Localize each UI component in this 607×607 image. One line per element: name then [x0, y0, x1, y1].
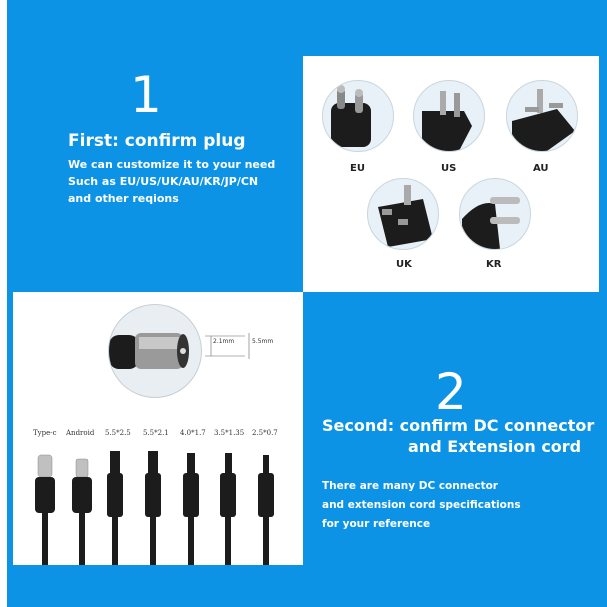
left-border [7, 292, 13, 565]
dc-4017-connector-icon [183, 453, 199, 565]
connector-label-35135: 3.5*1.35 [214, 429, 245, 437]
step2-desc-line: for your reference [322, 518, 431, 530]
step1-number: 1 [130, 66, 162, 124]
connector-label-5525: 5.5*2.5 [105, 429, 131, 437]
dimension-lines [205, 332, 285, 360]
inner-diameter-label: 2.1mm [213, 338, 235, 345]
top-banner [7, 0, 607, 56]
right-border [599, 56, 607, 292]
connector-label-5521: 5.5*2.1 [143, 429, 169, 437]
outer-diameter-label: 5.5mm [252, 338, 274, 345]
plug-label-kr: KR [486, 259, 502, 270]
step2-title-line1: Second: confirm DC connector [322, 416, 595, 435]
plug-label-us: US [441, 163, 457, 174]
us-plug-icon [413, 80, 485, 152]
dc-2507-connector-icon [258, 455, 274, 565]
step2-title-line2: and Extension cord [408, 437, 582, 456]
plug-label-eu: EU [350, 163, 365, 174]
dc-tip-detail-image [108, 304, 202, 398]
bottom-banner [7, 565, 607, 607]
step1-title: First: confirm plug [68, 131, 246, 151]
dc-5525-connector-icon [107, 451, 123, 565]
dc-35135-connector-icon [220, 453, 236, 565]
connector-label-type-c: Type-c [33, 429, 57, 437]
step1-desc-line: Such as EU/US/UK/AU/KR/JP/CN [68, 175, 259, 188]
au-plug-icon [506, 80, 578, 152]
connector-label-4017: 4.0*1.7 [180, 429, 206, 437]
connector-label-android: Android [66, 429, 95, 437]
plug-label-au: AU [533, 163, 549, 174]
kr-plug-icon [459, 178, 531, 250]
micro-usb-connector-icon [72, 459, 92, 565]
step1-desc-line: We can customize it to your need [68, 158, 276, 171]
step2-desc-line: There are many DC connector [322, 480, 498, 492]
step1-description [68, 156, 275, 207]
connector-cables [30, 445, 292, 565]
type-c-connector-icon [35, 455, 55, 565]
plug-label-uk: UK [396, 259, 412, 270]
connector-label-2507: 2.5*0.7 [252, 429, 278, 437]
eu-plug-icon [322, 80, 394, 152]
step2-number: 2 [435, 363, 467, 421]
step2-desc-line: and extension cord specifications [322, 499, 521, 511]
step1-desc-line: and other reqions [68, 192, 179, 205]
uk-plug-icon [367, 178, 439, 250]
dc-5521-connector-icon [145, 451, 161, 565]
step2-description [322, 477, 521, 534]
